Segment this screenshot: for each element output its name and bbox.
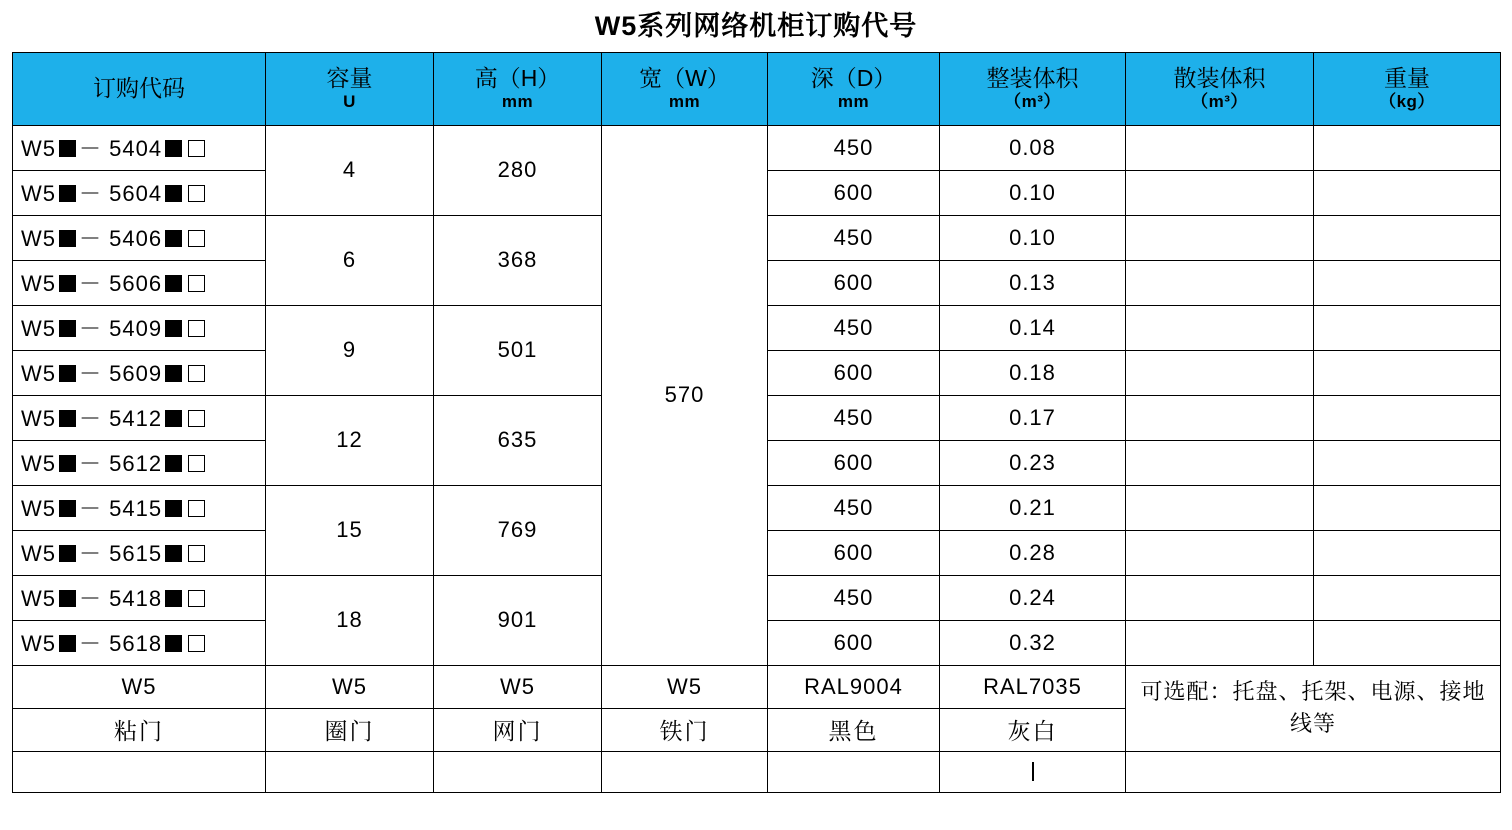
column-header-unit: mm [837, 92, 870, 112]
option-name-cell: 圈门 [266, 708, 434, 751]
option-mark-cell [266, 751, 434, 792]
order-code-number: － 5404 [79, 136, 163, 162]
black-square-icon [165, 230, 182, 247]
order-code-cell [13, 170, 266, 215]
option-mark-cell [602, 751, 768, 792]
option-mark-cell [768, 751, 940, 792]
black-square-icon [59, 140, 76, 157]
order-code-prefix: W5 [21, 451, 56, 477]
weight-cell [1314, 215, 1501, 260]
option-code-cell: W5 [434, 665, 602, 708]
width-cell: 570 [602, 125, 768, 665]
weight-cell [1314, 395, 1501, 440]
bulk-volume-cell [1126, 395, 1314, 440]
column-header-label: 宽（W） [639, 65, 730, 92]
weight-cell [1314, 485, 1501, 530]
table-header [13, 52, 1501, 125]
depth-cell: 600 [768, 350, 940, 395]
black-square-icon [59, 410, 76, 427]
column-header-assembled-volume [940, 52, 1126, 125]
white-square-icon [188, 545, 205, 562]
depth-cell: 450 [768, 395, 940, 440]
bulk-volume-cell [1126, 260, 1314, 305]
black-square-icon [165, 410, 182, 427]
white-square-icon [188, 455, 205, 472]
bulk-volume-cell [1126, 215, 1314, 260]
option-code-cell: RAL9004 [768, 665, 940, 708]
capacity-cell: 4 [266, 125, 434, 215]
table-header-row [13, 52, 1501, 125]
order-code-prefix: W5 [21, 271, 56, 297]
assembled-volume-cell: 0.21 [940, 485, 1126, 530]
white-square-icon [188, 365, 205, 382]
black-square-icon [165, 545, 182, 562]
option-code-cell: RAL7035 [940, 665, 1126, 708]
column-header-capacity [266, 52, 434, 125]
order-code-cell [13, 395, 266, 440]
height-cell: 368 [434, 215, 602, 305]
weight-cell [1314, 350, 1501, 395]
option-mark-cell [13, 751, 266, 792]
height-cell: 501 [434, 305, 602, 395]
order-code-number: － 5615 [79, 541, 163, 567]
assembled-volume-cell: 0.10 [940, 170, 1126, 215]
column-header-weight [1314, 52, 1501, 125]
assembled-volume-cell: 0.18 [940, 350, 1126, 395]
order-code-number: － 5418 [79, 586, 163, 612]
assembled-volume-cell: 0.08 [940, 125, 1126, 170]
column-header-label: 整装体积 [986, 65, 1079, 92]
bulk-volume-cell [1126, 530, 1314, 575]
order-code-number: － 5415 [79, 496, 163, 522]
weight-cell [1314, 530, 1501, 575]
black-square-icon [59, 230, 76, 247]
depth-cell: 450 [768, 485, 940, 530]
weight-cell [1314, 620, 1501, 665]
order-code-cell [13, 305, 266, 350]
assembled-volume-cell: 0.32 [940, 620, 1126, 665]
black-square-icon [59, 455, 76, 472]
weight-cell [1314, 440, 1501, 485]
capacity-cell: 18 [266, 575, 434, 665]
white-square-icon [188, 185, 205, 202]
order-code-number: － 5612 [79, 451, 163, 477]
order-code-cell [13, 350, 266, 395]
order-code-prefix: W5 [21, 316, 56, 342]
height-cell: 635 [434, 395, 602, 485]
height-cell: 280 [434, 125, 602, 215]
white-square-icon [188, 590, 205, 607]
black-square-icon [59, 545, 76, 562]
order-code-prefix: W5 [21, 496, 56, 522]
capacity-cell: 9 [266, 305, 434, 395]
black-square-icon [59, 275, 76, 292]
table-row [13, 125, 1501, 170]
column-header-unit: mm [668, 92, 701, 112]
order-code-cell [13, 125, 266, 170]
white-square-icon [188, 275, 205, 292]
black-square-icon [59, 635, 76, 652]
column-header-unit: （kg） [1379, 92, 1435, 112]
order-code-cell [13, 485, 266, 530]
weight-cell [1314, 575, 1501, 620]
white-square-icon [188, 140, 205, 157]
order-code-prefix: W5 [21, 541, 56, 567]
option-code-row [13, 665, 1501, 708]
column-header-width [602, 52, 768, 125]
black-square-icon [59, 500, 76, 517]
order-code-number: － 5409 [79, 316, 163, 342]
capacity-cell: 15 [266, 485, 434, 575]
column-header-label: 深（D） [810, 65, 897, 92]
white-square-icon [188, 635, 205, 652]
option-mark-cell [940, 751, 1126, 792]
order-code-number: － 5606 [79, 271, 163, 297]
weight-cell [1314, 125, 1501, 170]
black-square-icon [59, 590, 76, 607]
cabinet-order-code-table [12, 52, 1501, 793]
black-square-icon [59, 185, 76, 202]
depth-cell: 600 [768, 170, 940, 215]
white-square-icon [188, 320, 205, 337]
depth-cell: 600 [768, 530, 940, 575]
order-code-prefix: W5 [21, 181, 56, 207]
black-square-icon [165, 185, 182, 202]
column-header-label: 散装体积 [1173, 65, 1266, 92]
column-header-label: 重量 [1384, 65, 1430, 92]
option-name-cell: 灰白 [940, 708, 1126, 751]
black-square-icon [165, 500, 182, 517]
column-header-unit: （m³） [1191, 92, 1248, 112]
column-header-depth [768, 52, 940, 125]
weight-cell [1314, 260, 1501, 305]
assembled-volume-cell: 0.23 [940, 440, 1126, 485]
option-mark-row [13, 751, 1501, 792]
bulk-volume-cell [1126, 170, 1314, 215]
bulk-volume-cell [1126, 575, 1314, 620]
column-header-bulk-volume [1126, 52, 1314, 125]
order-code-number: － 5412 [79, 406, 163, 432]
option-name-cell: 黑色 [768, 708, 940, 751]
option-code-cell: W5 [266, 665, 434, 708]
optional-accessories-note: 可选配：托盘、托架、电源、接地线等 [1126, 665, 1501, 751]
assembled-volume-cell: 0.28 [940, 530, 1126, 575]
column-header-height [434, 52, 602, 125]
weight-cell [1314, 170, 1501, 215]
order-code-prefix: W5 [21, 631, 56, 657]
assembled-volume-cell: 0.17 [940, 395, 1126, 440]
column-header-unit: mm [501, 92, 534, 112]
column-header-unit: U [343, 92, 356, 112]
bulk-volume-cell [1126, 485, 1314, 530]
table-body [13, 125, 1501, 792]
height-cell: 901 [434, 575, 602, 665]
capacity-cell: 6 [266, 215, 434, 305]
depth-cell: 450 [768, 305, 940, 350]
order-code-cell [13, 260, 266, 305]
bulk-volume-cell [1126, 350, 1314, 395]
black-square-icon [165, 365, 182, 382]
order-code-cell [13, 215, 266, 260]
order-code-prefix: W5 [21, 586, 56, 612]
black-square-icon [165, 140, 182, 157]
weight-cell [1314, 305, 1501, 350]
order-code-cell [13, 530, 266, 575]
order-code-number: － 5618 [79, 631, 163, 657]
order-code-prefix: W5 [21, 136, 56, 162]
order-code-number: － 5406 [79, 226, 163, 252]
height-cell: 769 [434, 485, 602, 575]
depth-cell: 450 [768, 575, 940, 620]
assembled-volume-cell: 0.10 [940, 215, 1126, 260]
order-code-prefix: W5 [21, 226, 56, 252]
column-header-order-code [13, 52, 266, 125]
order-code-number: － 5604 [79, 181, 163, 207]
assembled-volume-cell: 0.14 [940, 305, 1126, 350]
white-square-icon [188, 410, 205, 427]
black-square-icon [59, 320, 76, 337]
depth-cell: 450 [768, 125, 940, 170]
option-name-cell: 铁门 [602, 708, 768, 751]
black-square-icon [165, 275, 182, 292]
black-square-icon [165, 635, 182, 652]
order-code-prefix: W5 [21, 361, 56, 387]
bulk-volume-cell [1126, 440, 1314, 485]
black-square-icon [165, 320, 182, 337]
depth-cell: 600 [768, 620, 940, 665]
black-square-icon [59, 365, 76, 382]
column-header-label: 容量 [326, 65, 373, 92]
black-square-icon [165, 590, 182, 607]
black-square-icon [165, 455, 182, 472]
white-square-icon [1032, 762, 1034, 781]
order-code-cell [13, 440, 266, 485]
assembled-volume-cell: 0.24 [940, 575, 1126, 620]
page-title: W5系列网络机柜订购代号 [594, 11, 918, 41]
column-header-label: 高（H） [474, 65, 561, 92]
white-square-icon [188, 500, 205, 517]
column-header-label: 订购代码 [93, 75, 185, 102]
depth-cell: 600 [768, 260, 940, 305]
order-code-cell [13, 620, 266, 665]
capacity-cell: 12 [266, 395, 434, 485]
option-name-cell: 粘门 [13, 708, 266, 751]
column-header-unit: （m³） [1004, 92, 1061, 112]
option-code-cell: W5 [602, 665, 768, 708]
white-square-icon [188, 230, 205, 247]
bulk-volume-cell [1126, 305, 1314, 350]
option-name-cell: 网门 [434, 708, 602, 751]
order-code-prefix: W5 [21, 406, 56, 432]
order-code-cell [13, 575, 266, 620]
bulk-volume-cell [1126, 620, 1314, 665]
assembled-volume-cell: 0.13 [940, 260, 1126, 305]
depth-cell: 600 [768, 440, 940, 485]
option-mark-cell [434, 751, 602, 792]
order-code-number: － 5609 [79, 361, 163, 387]
depth-cell: 450 [768, 215, 940, 260]
option-mark-empty-cell [1126, 751, 1501, 792]
bulk-volume-cell [1126, 125, 1314, 170]
option-code-cell: W5 [13, 665, 266, 708]
